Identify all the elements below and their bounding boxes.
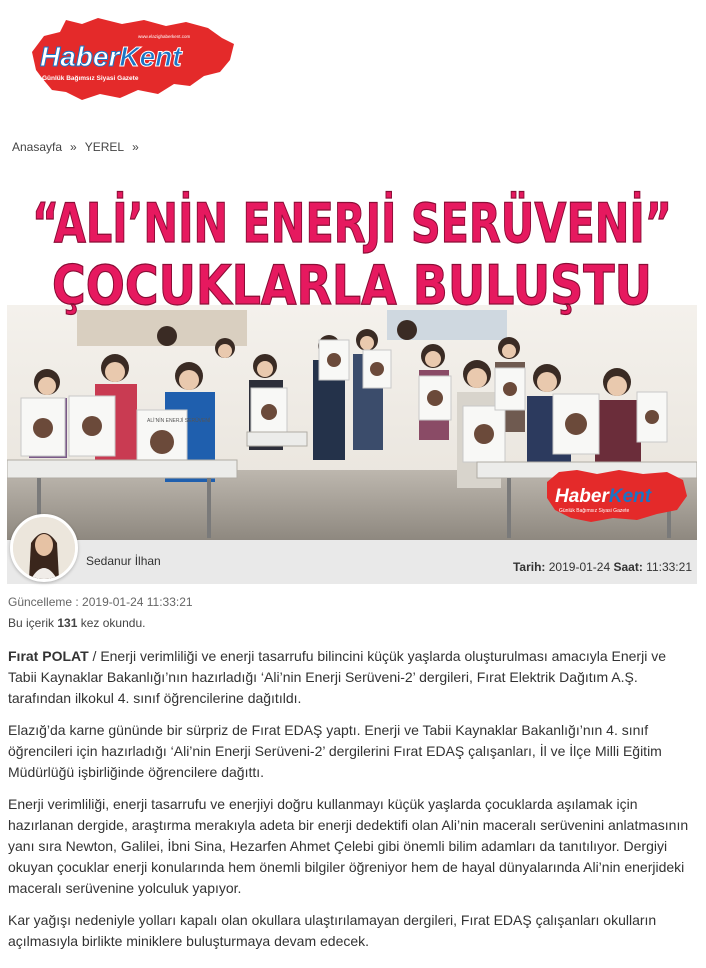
logo-tagline: Günlük Bağımsız Siyasi Gazete <box>42 75 139 82</box>
logo-brand-1: Haber <box>40 41 120 72</box>
article-body <box>8 646 698 963</box>
hero-image <box>7 170 697 542</box>
svg-text:HaberKent <box>40 41 183 72</box>
breadcrumb-separator: » <box>132 140 139 154</box>
article-paragraph-1-text: Enerji verimliliği ve enerji tasarrufu bilincini küçük yaşlarda oluşturulması amacıyla Enerji ve Tabii Kaynaklar Bakanlığı’nın hazırladığı ‘Ali’nin Enerji Serüveni-2’ dergileri, Fırat Elektrik Dağıtım A.Ş. tarafından ilkokul 4. sınıf öğrencilerine dağıtıldı. <box>8 648 666 706</box>
article-paragraph: Kar yağışı nedeniyle yolları kapalı olan okullara ulaştırılamayan dergileri, Fırat EDAŞ çalışanları okulların açılmasıyla birlikte miniklere buluşturmaya devam edecek. <box>8 912 657 949</box>
breadcrumb-home[interactable]: Anasayfa <box>12 140 63 154</box>
breadcrumb-separator: » <box>70 140 77 154</box>
updated-info <box>8 595 193 609</box>
time-label: Saat: <box>613 560 643 574</box>
article-byline: Fırat POLAT <box>8 648 89 664</box>
article-paragraph <box>8 646 698 709</box>
read-prefix: Bu içerik <box>8 616 55 630</box>
author-photo-icon <box>13 517 75 579</box>
read-count <box>8 616 145 630</box>
turkey-map-logo-icon <box>26 14 238 106</box>
author-name[interactable]: Sedanur İlhan <box>86 554 161 568</box>
logo-brand-2: Kent <box>119 41 182 72</box>
read-count-value: 131 <box>57 616 78 630</box>
hero-headline-line2: ÇOCUKLARLA BULUŞTU <box>52 254 652 317</box>
date-value: 2019-01-24 <box>548 560 611 574</box>
time-value: 11:33:21 <box>646 560 692 574</box>
hero-headline-line1: “ALİ’NİN ENERJİ SERÜVENİ” <box>32 192 672 255</box>
read-suffix: kez okundu. <box>80 616 146 630</box>
breadcrumb <box>12 140 139 154</box>
byline-separator: / <box>88 648 101 664</box>
svg-text:HaberKent <box>555 486 652 507</box>
article-paragraph: Elazığ’da karne gününde bir sürpriz de Fırat EDAŞ yaptı. Enerji ve Tabii Kaynaklar Bakanlığı’nın 4. sınıf öğrencileri için hazırladığı ‘Ali’nin Enerji Serüveni-2’ dergilerini Fırat EDAŞ çalışanları, İl ve İlçe Milli Eğitim Müdürlüğü işbirliğinde öğrencilere dağıttı. <box>8 722 662 780</box>
hero-watermark-tagline: Günlük Bağımsız Siyasi Gazete <box>559 508 630 514</box>
hero-watermark-1: Haber <box>555 486 609 507</box>
date-label: Tarih: <box>512 560 546 574</box>
author-avatar[interactable] <box>10 514 78 582</box>
article-paragraph: Enerji verimliliği, enerji tasarrufu ve enerjiyi doğru kullanmayı küçük yaşlarda çocuklarda aşılamak için hazırlanan dergide, araştırma merakıyla adeta bir enerji dedektifi olan Ali’nin maceralı serüvenini anlatmasının yanı sıra Newton, Galilei, İbni Sina, Hezarfen Ahmet Çelebi gibi önemli bilim adamları da tanıtılıyor. Dergiyi okuyan çocuklar enerji konularında hem önemli bilgiler öğreniyor hem de hayal dünyalarında Ali’nin enerjideki maceralı serüvenine yolculuk yapıyor. <box>8 796 689 896</box>
magazine-title: ALİ’NİN ENERJİ SERÜVENİ <box>147 418 211 424</box>
updated-label: Güncelleme : <box>8 595 79 609</box>
updated-value: 2019-01-24 11:33:21 <box>82 595 193 609</box>
site-logo[interactable] <box>26 14 238 106</box>
logo-url: www.elazighaberkent.com <box>138 34 191 39</box>
breadcrumb-category[interactable]: YEREL <box>84 140 125 154</box>
hero-headline <box>32 192 672 317</box>
hero-watermark-2: Kent <box>608 486 652 507</box>
publish-datetime <box>513 560 692 574</box>
